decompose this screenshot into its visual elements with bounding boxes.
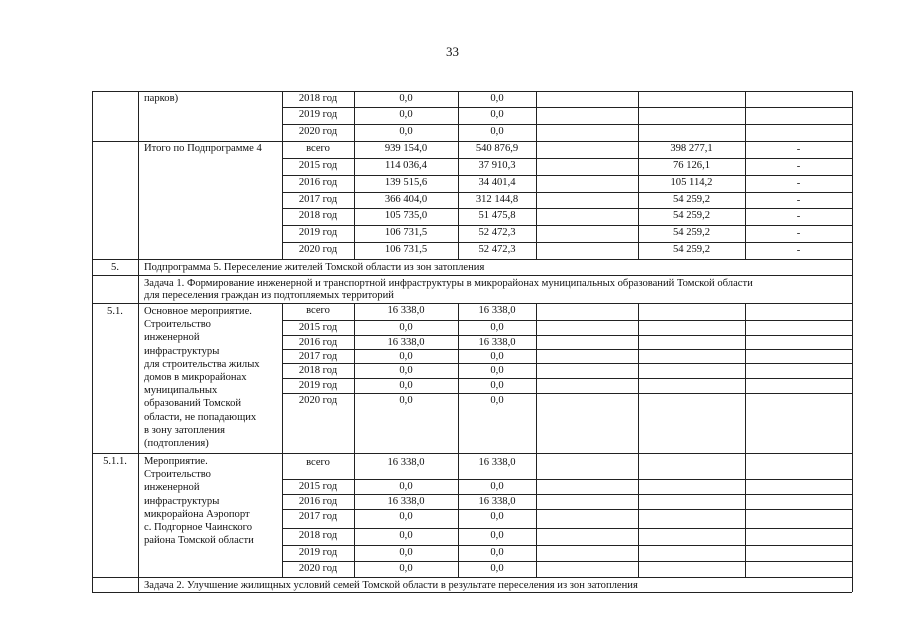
item-description-line: Строительство — [144, 319, 211, 331]
total-cell: 0,0 — [399, 380, 413, 391]
item-description-line: района Томской области — [144, 535, 254, 547]
regional-cell: 54 259,2 — [672, 210, 711, 221]
column-divider — [745, 303, 746, 577]
item-description-line: микрорайона Аэропорт — [144, 508, 250, 520]
table-top-border — [92, 91, 852, 92]
total-cell: 16 338,0 — [387, 496, 425, 507]
federal-cell: 52 472,3 — [478, 244, 516, 255]
row-divider — [282, 561, 852, 562]
total-cell: 16 338,0 — [387, 337, 425, 348]
year-cell: 2020 год — [298, 563, 338, 574]
other-cell: - — [796, 178, 801, 189]
year-cell: всего — [306, 457, 330, 468]
row-divider — [282, 107, 852, 108]
year-cell: 2015 год — [298, 160, 338, 171]
year-cell: 2016 год — [298, 177, 338, 188]
column-divider — [138, 303, 139, 577]
year-cell: 2018 год — [298, 93, 338, 104]
year-cell: 2018 год — [298, 530, 338, 541]
regional-cell: 76 126,1 — [672, 160, 711, 171]
total-cell: 0,0 — [399, 322, 413, 333]
federal-cell: 16 338,0 — [478, 496, 516, 507]
item-description-line: в зону затопления — [144, 424, 225, 436]
federal-cell: 0,0 — [490, 530, 504, 541]
total-cell: 0,0 — [399, 511, 413, 522]
total-cell: 0,0 — [399, 351, 413, 362]
year-cell: 2019 год — [298, 109, 338, 120]
year-cell: 2020 год — [298, 244, 338, 255]
table-right-border — [852, 91, 853, 592]
item-description-line: муниципальных — [144, 385, 218, 397]
federal-cell: 0,0 — [490, 380, 504, 391]
year-cell: 2017 год — [298, 194, 338, 205]
row-divider — [282, 242, 852, 243]
total-cell: 366 404,0 — [384, 194, 428, 205]
federal-cell: 0,0 — [490, 322, 504, 333]
regional-cell: 105 114,2 — [670, 177, 713, 188]
year-cell: 2016 год — [298, 496, 338, 507]
other-cell: - — [796, 228, 801, 239]
block-divider — [92, 275, 852, 276]
regional-cell: 398 277,1 — [670, 143, 713, 154]
block-divider — [92, 141, 852, 142]
federal-cell: 34 401,4 — [478, 177, 516, 188]
total-cell: 939 154,0 — [384, 143, 428, 154]
subprogram-total-label: Итого по Подпрограмме 4 — [144, 143, 262, 154]
year-cell: 2019 год — [298, 380, 338, 391]
column-divider — [638, 303, 639, 577]
task-title-line: для переселения граждан из подтопляемых территорий — [144, 290, 394, 301]
table-bottom-border — [92, 592, 852, 593]
item-description-line: образований Томской — [144, 398, 242, 410]
row-divider — [282, 335, 852, 336]
item-description-line: Основное мероприятие. — [144, 306, 252, 317]
total-cell: 0,0 — [399, 563, 413, 574]
federal-cell: 52 472,3 — [478, 227, 516, 238]
federal-cell: 37 910,3 — [478, 160, 516, 171]
item-description-line: Строительство — [144, 469, 211, 481]
federal-cell: 0,0 — [490, 547, 504, 558]
year-cell: 2020 год — [298, 395, 338, 406]
total-cell: 0,0 — [399, 93, 413, 104]
subprogram-number: 5. — [111, 262, 119, 273]
year-cell: 2019 год — [298, 227, 338, 238]
item-description-line: (подтопления) — [144, 438, 209, 449]
federal-cell: 16 338,0 — [478, 337, 516, 348]
year-cell: 2017 год — [298, 511, 338, 522]
block-divider — [92, 453, 852, 454]
row-divider — [282, 192, 852, 193]
task-title-line: Задача 2. Улучшение жилищных условий семей Томской области в результате переселения из зон затопления — [144, 580, 638, 591]
federal-cell: 0,0 — [490, 365, 504, 376]
year-cell: 2019 год — [298, 547, 338, 558]
column-divider — [138, 275, 139, 303]
other-cell: - — [796, 195, 801, 206]
federal-cell: 0,0 — [490, 395, 504, 406]
total-cell: 106 731,5 — [384, 227, 428, 238]
table-left-border — [92, 91, 93, 592]
year-cell: 2020 год — [298, 126, 338, 137]
item-description-line: домов в микрорайонах — [144, 372, 247, 383]
total-cell: 0,0 — [399, 395, 413, 406]
year-cell: всего — [306, 143, 330, 154]
year-cell: 2015 год — [298, 322, 338, 333]
federal-cell: 0,0 — [490, 511, 504, 522]
federal-cell: 0,0 — [490, 126, 504, 137]
federal-cell: 0,0 — [490, 109, 504, 120]
row-divider — [282, 349, 852, 350]
item-description-line: инженерной — [144, 332, 200, 344]
federal-cell: 51 475,8 — [478, 210, 516, 221]
regional-cell: 54 259,2 — [672, 227, 711, 238]
item-description-line: области, не попадающих — [144, 411, 257, 423]
regional-cell: 54 259,2 — [672, 244, 711, 255]
column-divider — [138, 91, 139, 259]
year-cell: 2018 год — [298, 365, 338, 376]
item-description-line: для строительства жилых — [144, 358, 260, 370]
federal-cell: 16 338,0 — [478, 457, 516, 468]
total-cell: 0,0 — [399, 365, 413, 376]
row-divider — [282, 320, 852, 321]
item-description-line: инфраструктуры — [144, 345, 220, 357]
total-cell: 16 338,0 — [387, 457, 425, 468]
item-number: 5.1.1. — [103, 456, 127, 467]
other-cell: - — [796, 144, 801, 155]
row-divider — [282, 363, 852, 364]
year-cell: всего — [306, 305, 330, 316]
total-cell: 106 731,5 — [384, 244, 428, 255]
block-divider — [92, 577, 852, 578]
federal-cell: 0,0 — [490, 351, 504, 362]
federal-cell: 0,0 — [490, 93, 504, 104]
row-divider — [282, 509, 852, 510]
task-title-line: Задача 1. Формирование инженерной и транспортной инфраструктуры в микрорайонах муниципальных образований Томской области — [144, 278, 753, 289]
total-cell: 0,0 — [399, 547, 413, 558]
total-cell: 0,0 — [399, 109, 413, 120]
federal-cell: 540 876,9 — [475, 143, 519, 154]
item-description-line: Мероприятие. — [144, 456, 208, 467]
row-divider — [282, 208, 852, 209]
year-cell: 2015 год — [298, 481, 338, 492]
item-description-line: инженерной — [144, 482, 200, 494]
row-divider — [282, 225, 852, 226]
activity-label: парков) — [144, 93, 179, 104]
total-cell: 0,0 — [399, 481, 413, 492]
total-cell: 0,0 — [399, 530, 413, 541]
row-divider — [282, 545, 852, 546]
row-divider — [282, 479, 852, 480]
row-divider — [282, 124, 852, 125]
federal-cell: 16 338,0 — [478, 305, 516, 316]
row-divider — [282, 175, 852, 176]
row-divider — [282, 393, 852, 394]
other-cell: - — [796, 161, 801, 172]
total-cell: 105 735,0 — [384, 210, 428, 221]
row-divider — [282, 158, 852, 159]
total-cell: 0,0 — [399, 126, 413, 137]
other-cell: - — [796, 245, 801, 256]
total-cell: 139 515,6 — [384, 177, 428, 188]
total-cell: 114 036,4 — [385, 160, 427, 171]
total-cell: 16 338,0 — [387, 305, 425, 316]
federal-cell: 312 144,8 — [475, 194, 519, 205]
row-divider — [282, 528, 852, 529]
regional-cell: 54 259,2 — [672, 194, 711, 205]
column-divider — [536, 303, 537, 577]
page-number: 33 — [446, 44, 459, 59]
item-description-line: инфраструктуры — [144, 495, 220, 507]
subprogram-title: Подпрограмма 5. Переселение жителей Томской области из зон затопления — [144, 262, 485, 273]
federal-cell: 0,0 — [490, 563, 504, 574]
block-divider — [92, 259, 852, 260]
item-number: 5.1. — [107, 306, 123, 317]
row-divider — [282, 378, 852, 379]
column-divider — [138, 259, 139, 275]
year-cell: 2018 год — [298, 210, 338, 221]
item-description-line: с. Подгорное Чаинского — [144, 522, 253, 533]
column-divider — [138, 577, 139, 592]
row-divider — [282, 494, 852, 495]
year-cell: 2017 год — [298, 351, 338, 362]
other-cell: - — [796, 211, 801, 222]
federal-cell: 0,0 — [490, 481, 504, 492]
year-cell: 2016 год — [298, 337, 338, 348]
block-divider — [92, 303, 852, 304]
